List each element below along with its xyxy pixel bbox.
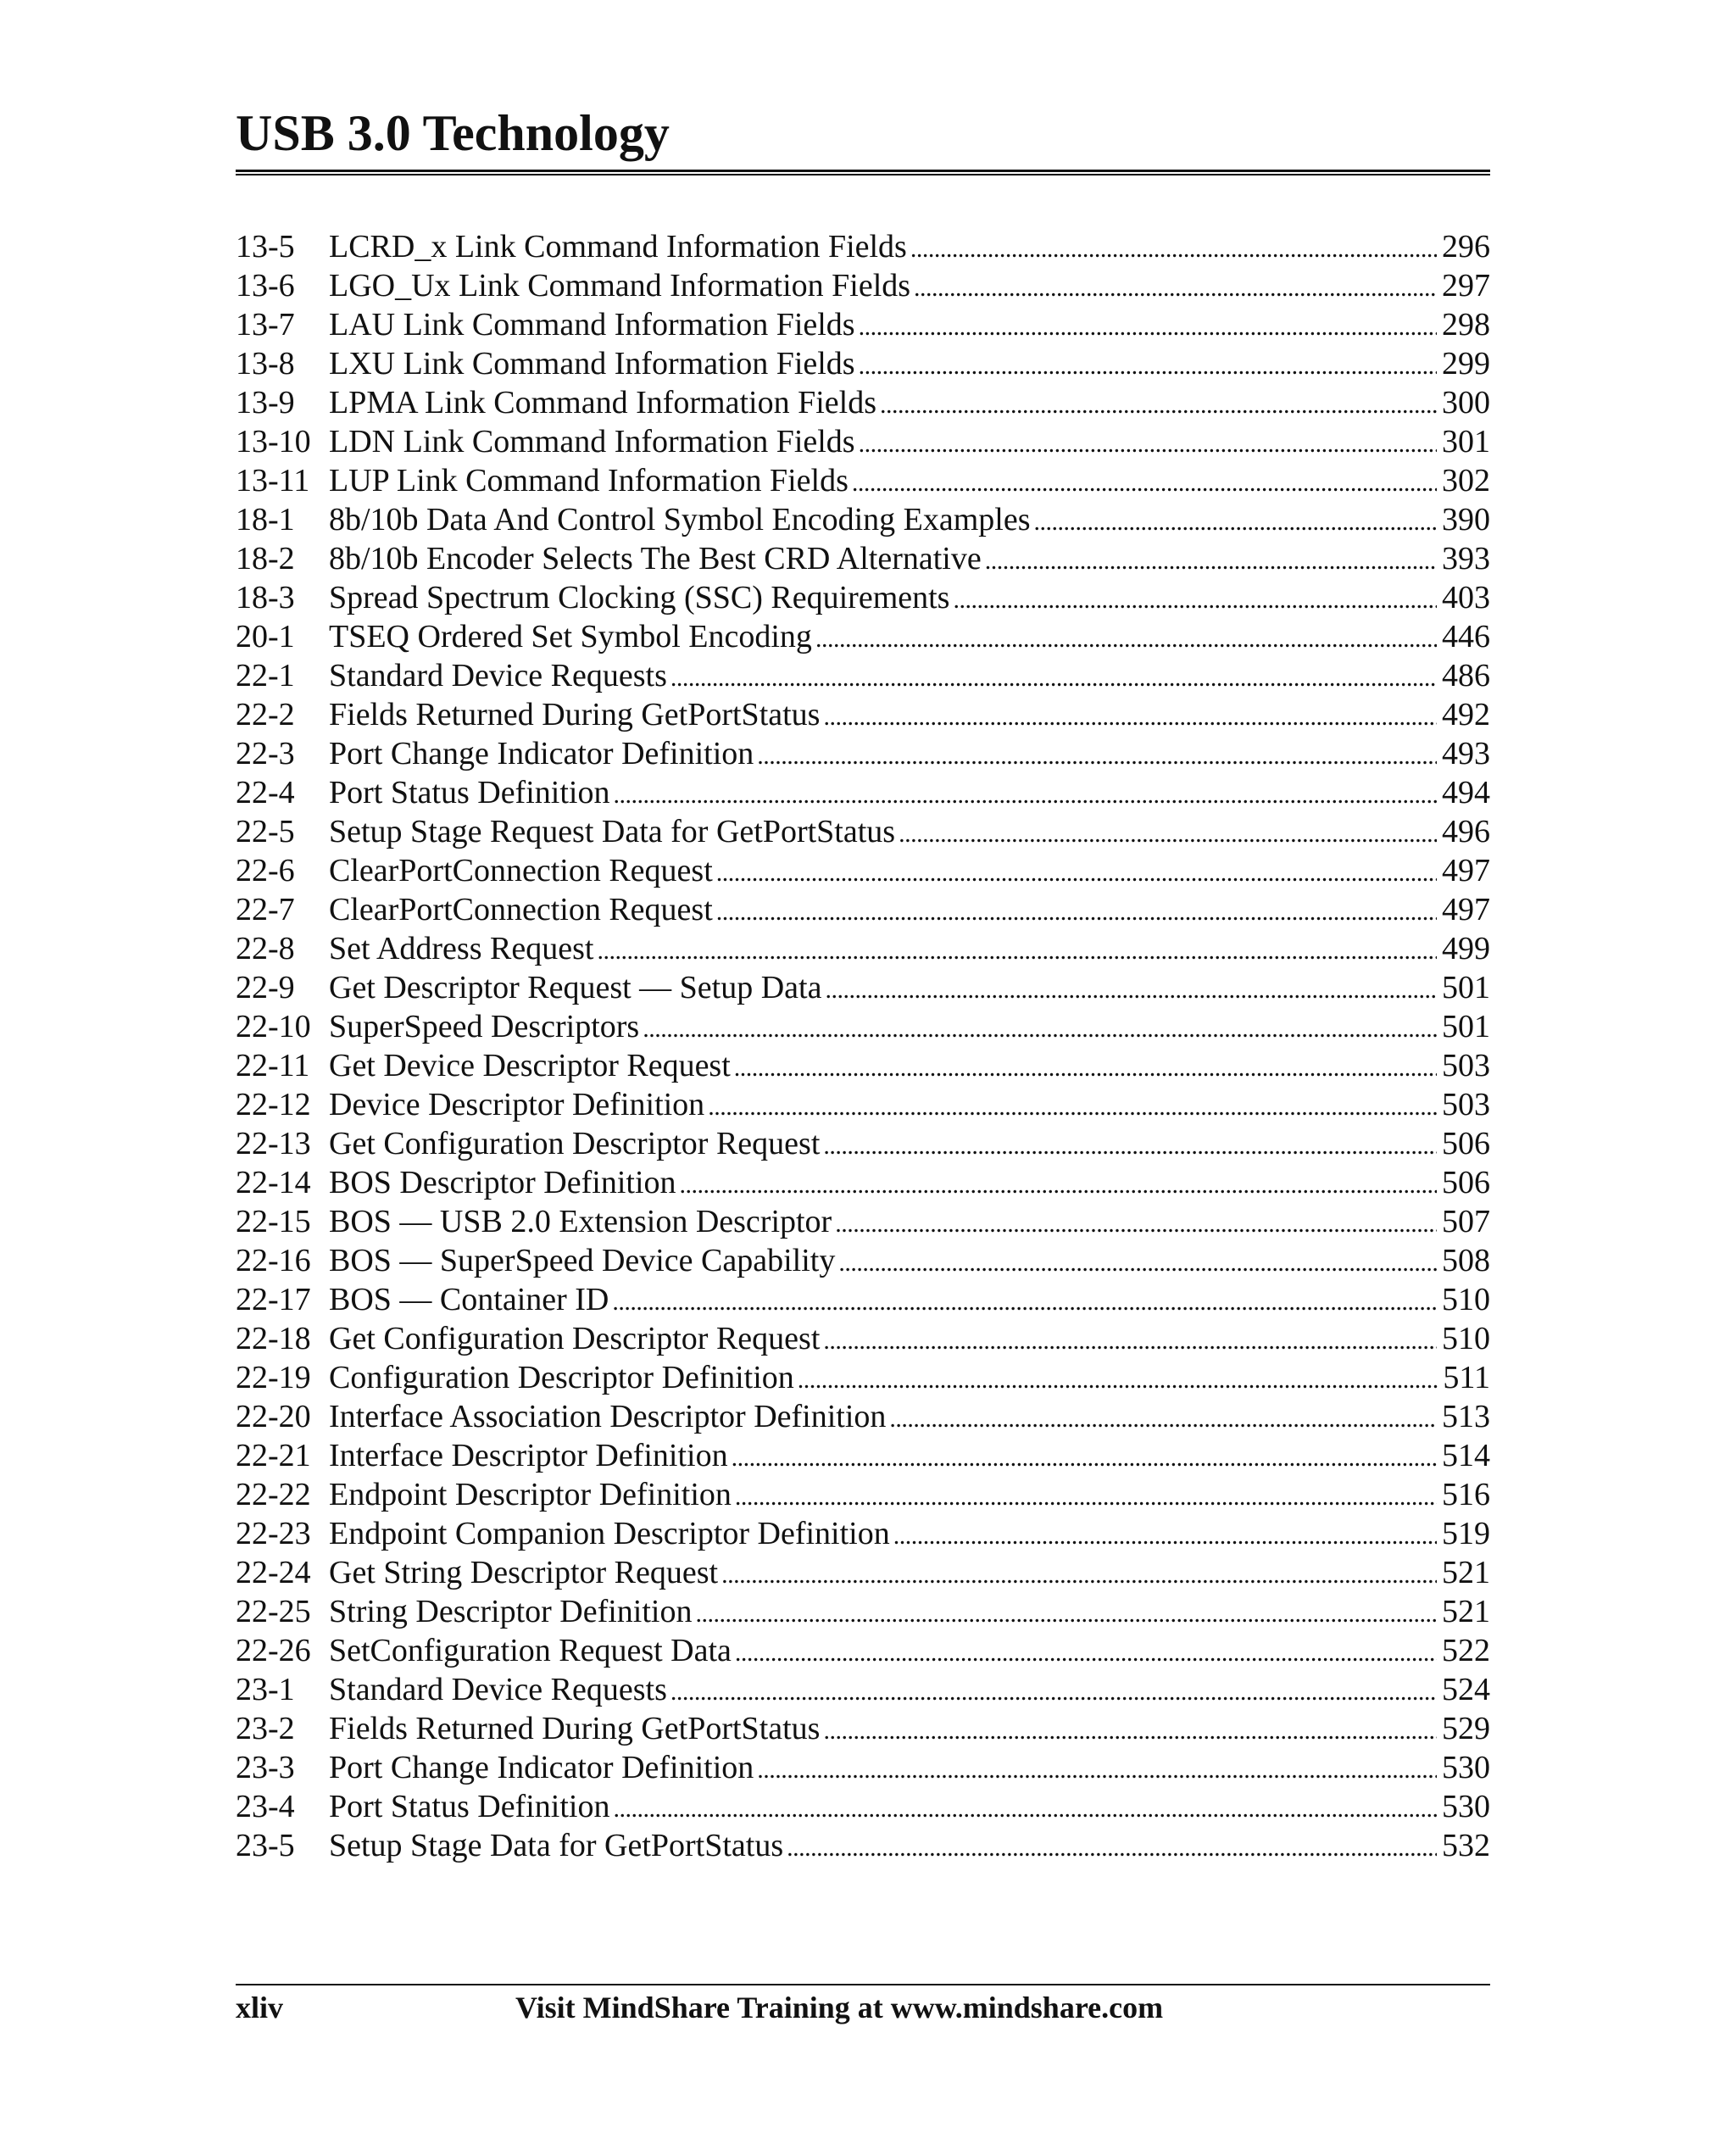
dot-leader	[823, 695, 1437, 737]
page-number: 506	[1442, 1126, 1490, 1161]
table-number: 22-10	[236, 1009, 311, 1044]
list-item	[236, 968, 1490, 1007]
table-number: 23-1	[236, 1672, 295, 1707]
list-item	[236, 890, 1490, 929]
page-number: 296	[1442, 229, 1490, 265]
table-title: Standard Device Requests	[329, 1672, 667, 1707]
list-item	[236, 344, 1490, 383]
table-number: 22-23	[236, 1516, 311, 1551]
table-number: 22-21	[236, 1438, 311, 1473]
table-title: Setup Stage Request Data for GetPortStatus	[329, 814, 896, 849]
list-item	[236, 1007, 1490, 1046]
page-number: 300	[1442, 385, 1490, 420]
page-number: 403	[1442, 580, 1490, 615]
table-number: 18-1	[236, 502, 295, 537]
table-title: BOS — SuperSpeed Device Capability	[329, 1243, 836, 1278]
table-title: String Descriptor Definition	[329, 1594, 693, 1629]
page-number: 497	[1442, 853, 1490, 888]
table-number: 22-19	[236, 1360, 311, 1395]
table-title: Port Change Indicator Definition	[329, 736, 754, 771]
dot-leader	[757, 1748, 1437, 1790]
page-number: 390	[1442, 502, 1490, 537]
table-title: Port Status Definition	[329, 775, 610, 810]
dot-leader	[613, 773, 1437, 815]
table-title: LUP Link Command Information Fields	[329, 463, 849, 498]
table-title: Standard Device Requests	[329, 658, 667, 693]
table-title: Get Descriptor Request — Setup Data	[329, 970, 822, 1005]
page-number: 496	[1442, 814, 1490, 849]
table-title: Get String Descriptor Request	[329, 1555, 719, 1590]
dot-leader	[597, 929, 1437, 971]
table-number: 22-3	[236, 736, 295, 771]
table-title: LPMA Link Command Information Fields	[329, 385, 876, 420]
page-number: 299	[1442, 346, 1490, 381]
table-number: 23-3	[236, 1750, 295, 1785]
page-number: 530	[1442, 1789, 1490, 1824]
dot-leader	[899, 812, 1437, 854]
page-number: 503	[1442, 1087, 1490, 1122]
table-number: 22-9	[236, 970, 295, 1005]
list-item	[236, 1787, 1490, 1826]
list-item	[236, 539, 1490, 578]
dot-leader	[823, 1709, 1437, 1751]
dot-leader	[612, 1280, 1437, 1322]
dot-leader	[985, 539, 1437, 581]
page-number: 532	[1442, 1828, 1490, 1863]
list-item	[236, 1319, 1490, 1358]
table-number: 22-13	[236, 1126, 311, 1161]
page-number: 503	[1442, 1048, 1490, 1083]
list-item	[236, 1436, 1490, 1475]
page-number: 446	[1442, 619, 1490, 654]
dot-leader	[670, 656, 1437, 698]
table-title: Fields Returned During GetPortStatus	[329, 697, 821, 732]
table-title: Device Descriptor Definition	[329, 1087, 705, 1122]
dot-leader	[859, 344, 1437, 386]
page-number: 514	[1442, 1438, 1490, 1473]
table-title: ClearPortConnection Request	[329, 892, 713, 927]
table-number: 13-11	[236, 463, 310, 498]
list-item	[236, 851, 1490, 890]
table-title: BOS — USB 2.0 Extension Descriptor	[329, 1204, 832, 1239]
list-item	[236, 1514, 1490, 1553]
table-number: 13-10	[236, 424, 311, 459]
table-number: 22-11	[236, 1048, 310, 1083]
table-title: Fields Returned During GetPortStatus	[329, 1711, 821, 1746]
page-number: 393	[1442, 541, 1490, 576]
table-number: 22-14	[236, 1165, 311, 1200]
table-number: 22-18	[236, 1321, 311, 1356]
page-number: 486	[1442, 658, 1490, 693]
list-item	[236, 1631, 1490, 1670]
footer-text: Visit MindShare Training at www.mindshare.com	[515, 1991, 1164, 2024]
table-number: 22-8	[236, 931, 295, 966]
list-item	[236, 1280, 1490, 1319]
table-number: 22-20	[236, 1399, 311, 1434]
table-number: 18-2	[236, 541, 295, 576]
dot-leader	[732, 1436, 1437, 1478]
table-number: 22-7	[236, 892, 295, 927]
dot-leader	[859, 422, 1437, 464]
dot-leader	[716, 890, 1437, 932]
list-item	[236, 1163, 1490, 1202]
dot-leader	[823, 1319, 1437, 1361]
table-title: BOS Descriptor Definition	[329, 1165, 676, 1200]
table-number: 23-4	[236, 1789, 295, 1824]
table-number: 22-6	[236, 853, 295, 888]
dot-leader	[735, 1631, 1437, 1673]
footer-rule	[236, 1984, 1490, 1985]
table-title: Interface Association Descriptor Definition	[329, 1399, 887, 1434]
list-item	[236, 773, 1490, 812]
page-number: 494	[1442, 775, 1490, 810]
list-item	[236, 266, 1490, 305]
list-item	[236, 1358, 1490, 1397]
dot-leader	[735, 1475, 1437, 1517]
table-title: 8b/10b Data And Control Symbol Encoding Examples	[329, 502, 1031, 537]
table-list	[236, 227, 1490, 1865]
page-number: 501	[1442, 970, 1490, 1005]
page-number: 493	[1442, 736, 1490, 771]
table-title: LCRD_x Link Command Information Fields	[329, 229, 907, 265]
table-number: 18-3	[236, 580, 295, 615]
page-number: 513	[1442, 1399, 1490, 1434]
table-number: 22-2	[236, 697, 295, 732]
table-title: SetConfiguration Request Data	[329, 1633, 732, 1668]
dot-leader	[695, 1592, 1437, 1634]
list-item	[236, 578, 1490, 617]
page-title: USB 3.0 Technology	[236, 105, 670, 161]
list-item	[236, 383, 1490, 422]
header-rule	[236, 170, 1490, 175]
table-title: LXU Link Command Information Fields	[329, 346, 855, 381]
list-item	[236, 1670, 1490, 1709]
list-item	[236, 1826, 1490, 1865]
page-number: 521	[1442, 1594, 1490, 1629]
dot-leader	[835, 1202, 1437, 1244]
page-number: 497	[1442, 892, 1490, 927]
table-title: Configuration Descriptor Definition	[329, 1360, 794, 1395]
table-number: 22-4	[236, 775, 295, 810]
table-number: 13-9	[236, 385, 295, 420]
dot-leader	[893, 1514, 1437, 1556]
list-item	[236, 227, 1490, 266]
list-item	[236, 1046, 1490, 1085]
page-number: 529	[1442, 1711, 1490, 1746]
table-title: LAU Link Command Information Fields	[329, 307, 855, 342]
table-title: Get Device Descriptor Request	[329, 1048, 731, 1083]
page-number: 298	[1442, 307, 1490, 342]
list-item	[236, 1709, 1490, 1748]
table-title: Port Status Definition	[329, 1789, 610, 1824]
page-number: 507	[1442, 1204, 1490, 1239]
list-item	[236, 461, 1490, 500]
dot-leader	[823, 1124, 1437, 1166]
table-number: 23-5	[236, 1828, 295, 1863]
list-item	[236, 1124, 1490, 1163]
table-title: 8b/10b Encoder Selects The Best CRD Alternative	[329, 541, 982, 576]
dot-leader	[914, 266, 1437, 308]
table-number: 22-1	[236, 658, 295, 693]
dot-leader	[708, 1085, 1437, 1127]
table-number: 22-15	[236, 1204, 311, 1239]
table-number: 13-7	[236, 307, 295, 342]
list-item	[236, 1748, 1490, 1787]
page-number: 506	[1442, 1165, 1490, 1200]
list-item	[236, 1475, 1490, 1514]
table-title: Get Configuration Descriptor Request	[329, 1321, 821, 1356]
list-item	[236, 656, 1490, 695]
dot-leader	[1033, 500, 1437, 542]
page-number: 297	[1442, 268, 1490, 304]
table-title: Interface Descriptor Definition	[329, 1438, 728, 1473]
table-number: 22-22	[236, 1477, 311, 1512]
page-number: 522	[1442, 1633, 1490, 1668]
list-item	[236, 1202, 1490, 1241]
page-number: 521	[1442, 1555, 1490, 1590]
table-title: LGO_Ux Link Command Information Fields	[329, 268, 911, 304]
list-item	[236, 1241, 1490, 1280]
dot-leader	[721, 1553, 1437, 1595]
table-title: Set Address Request	[329, 931, 594, 966]
dot-leader	[838, 1241, 1437, 1283]
dot-leader	[680, 1163, 1437, 1205]
dot-leader	[787, 1826, 1437, 1868]
page-number: 508	[1442, 1243, 1490, 1278]
table-number: 22-16	[236, 1243, 311, 1278]
dot-leader	[825, 968, 1437, 1010]
table-number: 20-1	[236, 619, 295, 654]
table-title: BOS — Container ID	[329, 1282, 609, 1317]
dot-leader	[889, 1397, 1437, 1439]
table-title: TSEQ Ordered Set Symbol Encoding	[329, 619, 812, 654]
dot-leader	[670, 1670, 1437, 1712]
table-title: Spread Spectrum Clocking (SSC) Requirements	[329, 580, 950, 615]
list-item	[236, 1553, 1490, 1592]
table-number: 13-6	[236, 268, 295, 304]
list-item	[236, 422, 1490, 461]
page-number: 501	[1442, 1009, 1490, 1044]
list-item	[236, 812, 1490, 851]
list-item	[236, 617, 1490, 656]
footer-page-number: xliv	[236, 1991, 284, 2024]
table-title: Endpoint Companion Descriptor Definition	[329, 1516, 890, 1551]
dot-leader	[613, 1787, 1437, 1829]
page-number: 519	[1442, 1516, 1490, 1551]
page-number: 516	[1442, 1477, 1490, 1512]
dot-leader	[643, 1007, 1437, 1049]
dot-leader	[953, 578, 1437, 620]
page-number: 510	[1442, 1282, 1490, 1317]
page-number: 511	[1443, 1360, 1490, 1395]
page-number: 524	[1442, 1672, 1490, 1707]
dot-leader	[880, 383, 1437, 425]
table-number: 22-12	[236, 1087, 311, 1122]
list-item	[236, 929, 1490, 968]
dot-leader	[716, 851, 1437, 893]
dot-leader	[852, 461, 1437, 503]
page-number: 301	[1442, 424, 1490, 459]
dot-leader	[757, 734, 1437, 776]
list-item	[236, 1397, 1490, 1436]
dot-leader	[734, 1046, 1437, 1088]
table-number: 22-24	[236, 1555, 311, 1590]
dot-leader	[798, 1358, 1438, 1400]
table-number: 13-8	[236, 346, 295, 381]
table-number: 23-2	[236, 1711, 295, 1746]
table-number: 22-17	[236, 1282, 311, 1317]
table-title: LDN Link Command Information Fields	[329, 424, 855, 459]
table-title: Get Configuration Descriptor Request	[329, 1126, 821, 1161]
page-number: 499	[1442, 931, 1490, 966]
table-number: 13-5	[236, 229, 295, 265]
table-title: Port Change Indicator Definition	[329, 1750, 754, 1785]
page-number: 492	[1442, 697, 1490, 732]
dot-leader	[910, 227, 1437, 269]
table-title: SuperSpeed Descriptors	[329, 1009, 640, 1044]
table-number: 22-25	[236, 1594, 311, 1629]
list-item	[236, 695, 1490, 734]
table-title: Endpoint Descriptor Definition	[329, 1477, 732, 1512]
dot-leader	[859, 305, 1437, 347]
list-item	[236, 734, 1490, 773]
table-title: Setup Stage Data for GetPortStatus	[329, 1828, 784, 1863]
table-number: 22-5	[236, 814, 295, 849]
list-item	[236, 305, 1490, 344]
list-item	[236, 1085, 1490, 1124]
list-item	[236, 500, 1490, 539]
table-title: ClearPortConnection Request	[329, 853, 713, 888]
page-number: 510	[1442, 1321, 1490, 1356]
page-number: 530	[1442, 1750, 1490, 1785]
dot-leader	[815, 617, 1437, 659]
page-number: 302	[1442, 463, 1490, 498]
list-item	[236, 1592, 1490, 1631]
table-number: 22-26	[236, 1633, 311, 1668]
